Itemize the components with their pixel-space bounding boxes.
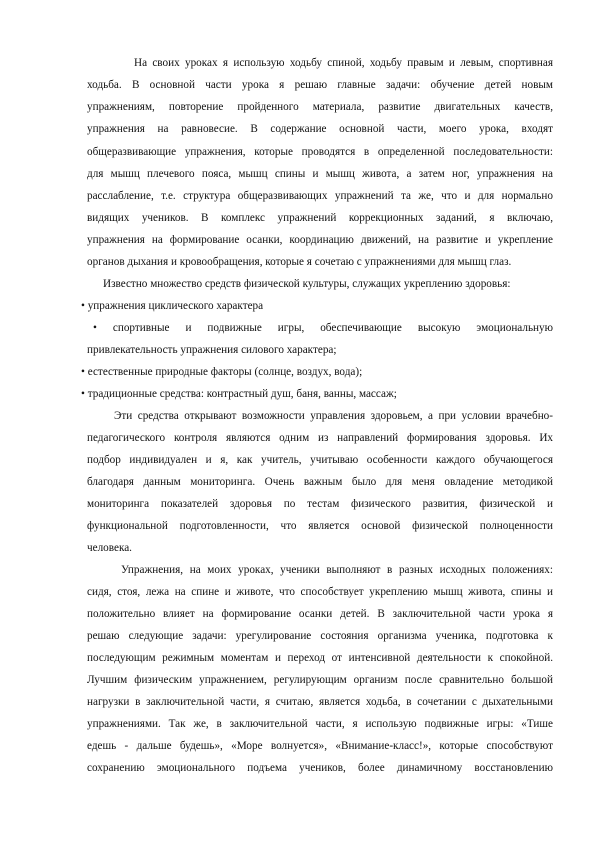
bullet-item: • традиционные средства: контрастный душ, баня, ванны, массаж; (81, 388, 397, 400)
text-line: подбор индивидуален и я, как учитель, учитываю особенности каждого обучающегося (87, 454, 553, 466)
bullet-item: • упражнения циклического характера (81, 300, 264, 312)
text-line: положительно влияет на формирование осанки детей. В заключительной части урока я (87, 608, 553, 620)
text-line: едешь - дальше будешь», «Море волнуется», «Внимание-класс!», которые способствуют (87, 740, 553, 752)
text-line: органов дыхания и кровообращения, которые я сочетаю с упражнениями для мышц глаз. (87, 256, 512, 268)
text-line: последующим режимным моментам и переход от интенсивной деятельности к спокойной. (87, 652, 553, 664)
text-line: нагрузки в заключительной части, я считаю, является ходьба, в сочетании с дыхательными (87, 696, 553, 708)
bullet-item: • естественные природные факторы (солнце, воздух, вода); (81, 366, 363, 378)
text-line: сидя, стоя, лежа на спине и животе, что способствует укреплению мышц живота, спины и (87, 586, 553, 598)
text-line: сохранению эмоционального подъема учеников, более динамичному восстановлению (87, 762, 553, 774)
text-line: расслабление, т.е. структура общеразвивающих упражнений та же, что и для нормально (87, 190, 553, 202)
text-line: решаю следующие задачи: урегулирование состояния организма ученика, подготовка к (87, 630, 553, 642)
text-line: упражнениям, повторение пройденного материала, развитие двигательных качеств, (87, 101, 553, 113)
text-line: ходьба. В основной части урока я решаю главные задачи: обучение детей новым (87, 79, 553, 91)
text-line: упражнениями. Так же, в заключительной части, я использую подвижные игры: «Тише (87, 718, 553, 730)
text-line: для мышц плечевого пояса, мышц спины и мышц живота, а затем ног, упражнения на (87, 168, 553, 180)
text-line: На своих уроках я использую ходьбу спиной, ходьбу правым и левым, спортивная (134, 57, 553, 69)
text-line: человека. (87, 542, 132, 554)
text-line: упражнения на формирование осанки, координацию движений, на развитие и укрепление (87, 234, 553, 246)
text-line: педагогического контроля являются одним из направлений формирования здоровья. Их (87, 432, 553, 444)
text-line: Эти средства открывают возможности управления здоровьем, а при условии врачебно- (114, 410, 553, 422)
text-line: видящих учеников. В комплекс упражнений коррекционных заданий, я включаю, (87, 212, 553, 224)
text-line: Известно множество средств физической культуры, служащих укреплению здоровья: (103, 278, 511, 290)
text-line: Лучшим физическим упражнением, регулирующим организм после сравнительно большой (87, 674, 553, 686)
bullet-item: • спортивные и подвижные игры, обеспечивающие высокую эмоциональную (93, 322, 553, 334)
text-line: мониторинга показателей здоровья по тестам физического развития, физической и (87, 498, 553, 510)
text-line: благодаря данным мониторинга. Очень важным было для меня овладение методикой (87, 476, 553, 488)
text-line: общеразвивающие упражнения, которые проводятся в определенной последовательности: (87, 146, 553, 158)
text-line: упражнения на равновесие. В содержание основной части, моего урока, входят (87, 123, 553, 135)
text-line: функциональной подготовленности, что является основой физической полноценности (87, 520, 553, 532)
text-line: привлекательность упражнения силового характера; (87, 344, 337, 356)
text-line: Упражнения, на моих уроках, ученики выполняют в разных исходных положениях: (121, 564, 553, 576)
